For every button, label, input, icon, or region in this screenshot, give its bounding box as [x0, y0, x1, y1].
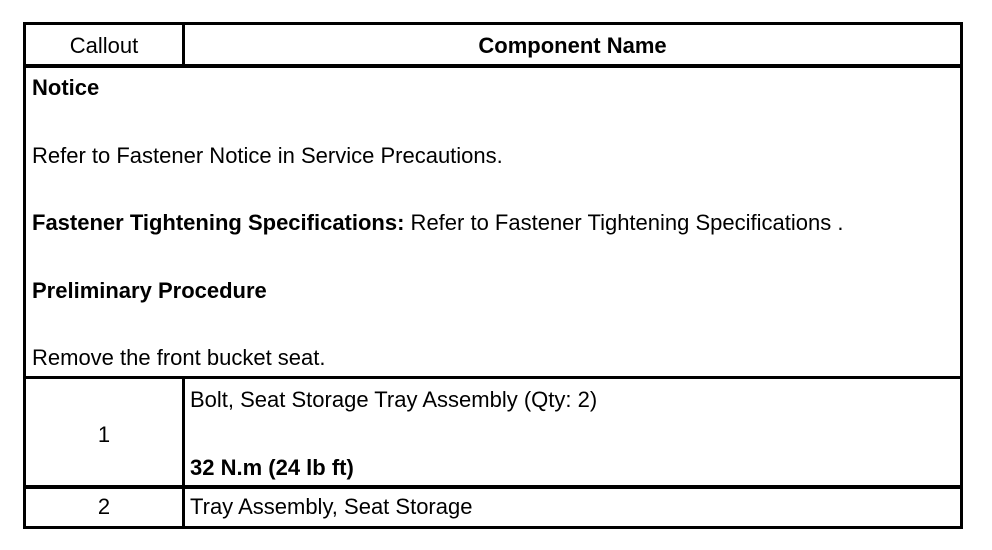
fastener-spec-text: Refer to Fastener Tightening Specifications .	[404, 210, 844, 235]
header-callout: Callout	[69, 33, 139, 58]
header-component-name: Component Name	[478, 33, 667, 58]
row1-torque: 32 N.m (24 lb ft)	[190, 455, 354, 480]
row1-divider	[26, 485, 960, 489]
component-table	[23, 22, 963, 529]
fastener-spec-label: Fastener Tightening Specifications:	[32, 210, 405, 235]
notice-text: Refer to Fastener Notice in Service Precautions.	[32, 143, 503, 168]
row1-callout: 1	[97, 422, 111, 447]
preliminary-text: Remove the front bucket seat.	[32, 345, 326, 370]
preliminary-title: Preliminary Procedure	[32, 278, 267, 303]
row2-component-name: Tray Assembly, Seat Storage	[190, 494, 473, 519]
row1-column-divider	[182, 376, 185, 488]
row1-component-name: Bolt, Seat Storage Tray Assembly (Qty: 2)	[190, 387, 598, 412]
notice-divider	[26, 376, 960, 379]
row2-column-divider	[182, 485, 185, 529]
row2-callout: 2	[97, 494, 111, 519]
notice-title: Notice	[32, 75, 100, 100]
header-divider	[26, 64, 960, 68]
fastener-spec-line	[32, 210, 843, 236]
